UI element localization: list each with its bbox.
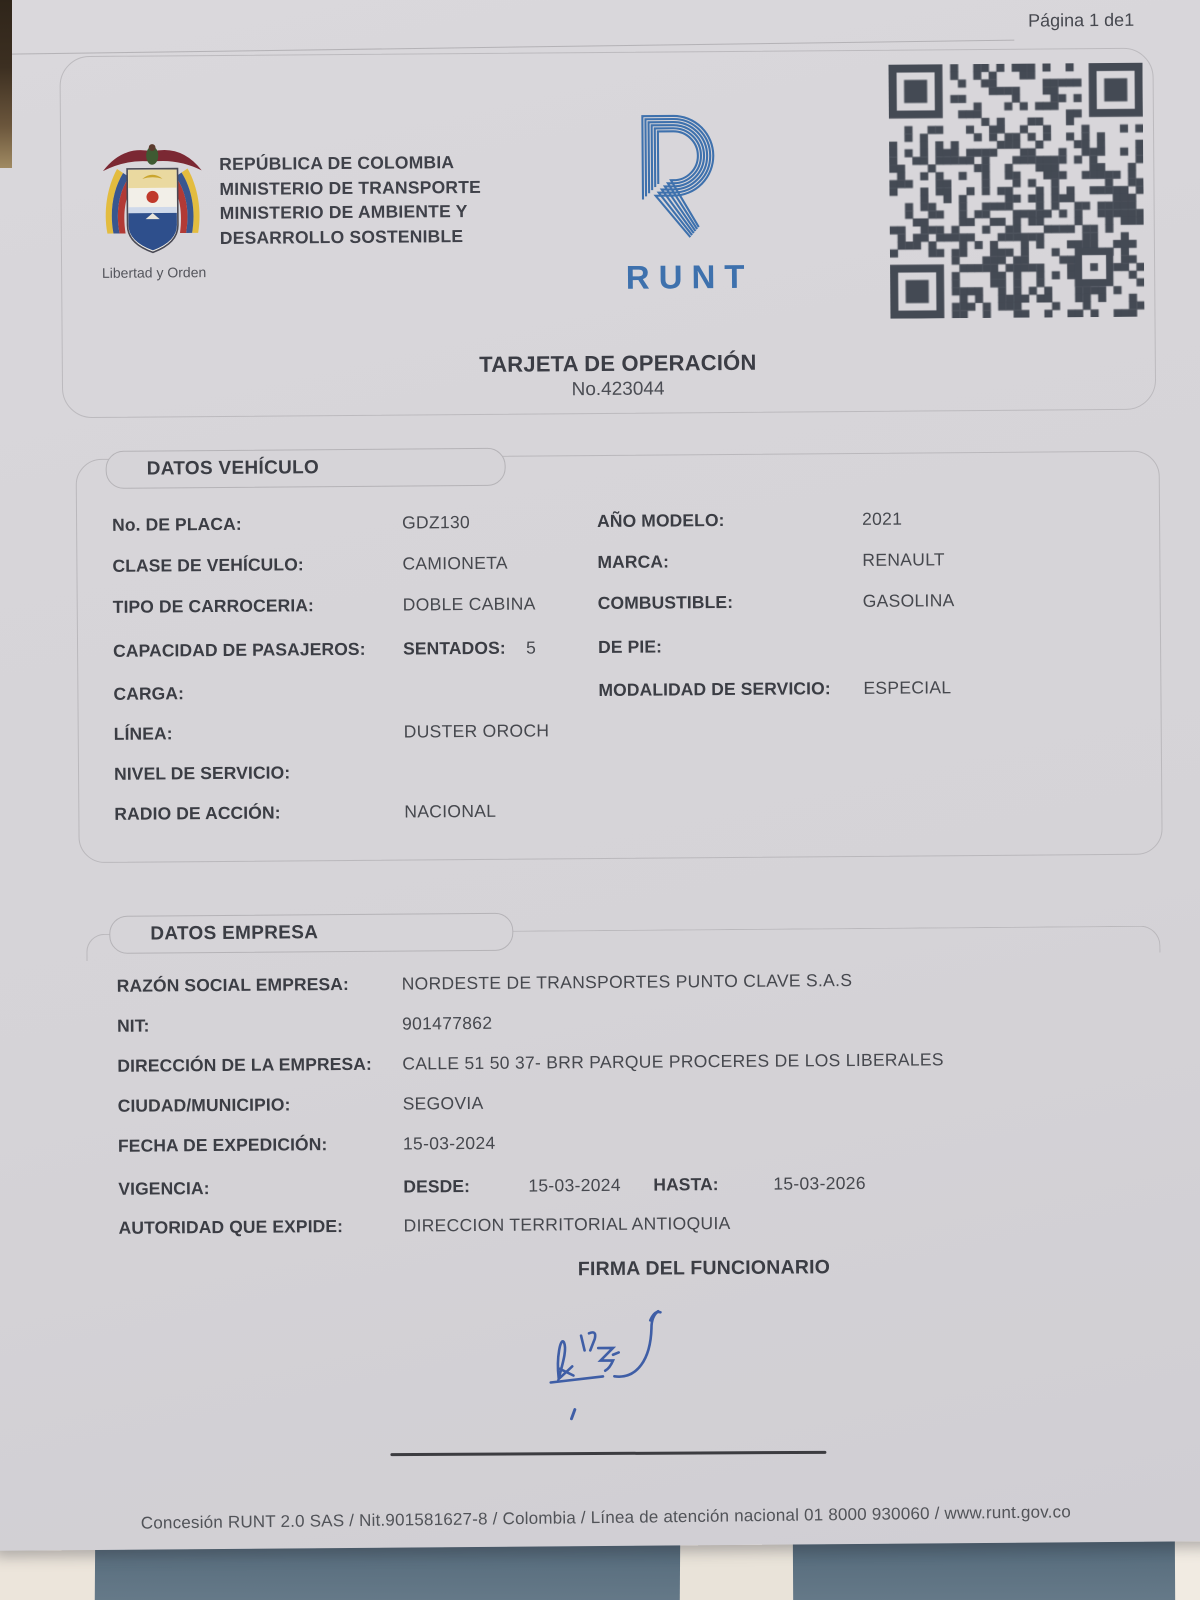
vehicle-row bbox=[77, 548, 1159, 582]
company-section-title: DATOS EMPRESA bbox=[150, 922, 319, 945]
field-label: LÍNEA: bbox=[113, 723, 173, 744]
signature-title: FIRMA DEL FUNCIONARIO bbox=[577, 1256, 831, 1281]
company-section-box bbox=[81, 926, 1165, 1494]
field-value: CALLE 51 50 37- BRR PARQUE PROCERES DE LOS LIBERALES bbox=[402, 1049, 944, 1074]
field-label: RAZÓN SOCIAL EMPRESA: bbox=[116, 973, 350, 996]
colombia-coat-of-arms-icon bbox=[93, 140, 212, 267]
field-label: RADIO DE ACCIÓN: bbox=[114, 802, 281, 824]
table-edge-strip bbox=[0, 0, 12, 168]
field-value: 15-03-2024 bbox=[528, 1174, 621, 1196]
company-row bbox=[82, 968, 1162, 1002]
field-value: 5 bbox=[525, 637, 537, 658]
page-indicator: Página 1 de1 bbox=[1027, 9, 1135, 31]
field-label: MARCA: bbox=[597, 551, 670, 573]
vehicle-row bbox=[78, 676, 1160, 710]
field-value: SEGOVIA bbox=[402, 1092, 484, 1114]
emblem-caption: Libertad y Orden bbox=[101, 264, 207, 281]
field-value: GDZ130 bbox=[402, 512, 471, 533]
field-value: RENAULT bbox=[862, 549, 945, 570]
field-value: DIRECCION TERRITORIAL ANTIOQUIA bbox=[403, 1212, 731, 1236]
vehicle-section-title: DATOS VEHÍCULO bbox=[146, 457, 320, 480]
company-row bbox=[83, 1088, 1163, 1122]
ministry-line: REPÚBLICA DE COLOMBIA bbox=[219, 152, 455, 174]
field-label: CIUDAD/MUNICIPIO: bbox=[117, 1094, 291, 1116]
field-label: TIPO DE CARROCERIA: bbox=[112, 595, 315, 617]
field-value: DOBLE CABINA bbox=[402, 593, 536, 615]
runt-wordmark: RUNT bbox=[625, 257, 754, 296]
field-value: 901477862 bbox=[401, 1012, 493, 1034]
vehicle-row bbox=[78, 589, 1160, 623]
field-label: NIVEL DE SERVICIO: bbox=[113, 762, 291, 784]
field-label: CLASE DE VEHÍCULO: bbox=[112, 554, 304, 576]
document-number: No.423044 bbox=[571, 378, 665, 401]
field-label: COMBUSTIBLE: bbox=[597, 591, 734, 614]
company-row bbox=[83, 1128, 1163, 1162]
field-value: 15-03-2026 bbox=[773, 1172, 866, 1194]
field-value: NACIONAL bbox=[404, 800, 497, 822]
company-row bbox=[84, 1210, 1164, 1244]
document-title: TARJETA DE OPERACIÓN bbox=[479, 349, 757, 377]
field-label: MODALIDAD DE SERVICIO: bbox=[598, 678, 831, 701]
field-value: DUSTER OROCH bbox=[403, 720, 550, 742]
vehicle-section-box bbox=[76, 451, 1163, 864]
ministry-line: MINISTERIO DE AMBIENTE Y bbox=[219, 201, 468, 223]
vehicle-row bbox=[79, 796, 1161, 830]
vehicle-row bbox=[78, 633, 1160, 667]
floor-left bbox=[0, 1545, 110, 1600]
field-label: AUTORIDAD QUE EXPIDE: bbox=[118, 1216, 344, 1238]
vehicle-row bbox=[79, 716, 1161, 750]
field-label: SENTADOS: bbox=[402, 637, 506, 659]
field-label: DESDE: bbox=[403, 1176, 471, 1197]
ministry-text bbox=[219, 150, 481, 250]
company-row-vigencia bbox=[83, 1171, 1163, 1205]
vehicle-section-tab bbox=[106, 448, 506, 489]
company-row bbox=[82, 1048, 1162, 1082]
signature-line bbox=[390, 1451, 826, 1456]
field-value: GASOLINA bbox=[862, 590, 955, 611]
vehicle-row bbox=[77, 507, 1159, 541]
field-label: No. DE PLACA: bbox=[112, 513, 242, 535]
ministry-line: MINISTERIO DE TRANSPORTE bbox=[219, 176, 482, 199]
field-value: 2021 bbox=[861, 508, 903, 529]
ministry-line: DESARROLLO SOSTENIBLE bbox=[219, 225, 464, 248]
field-label: CARGA: bbox=[113, 683, 185, 704]
field-label: FECHA DE EXPEDICIÓN: bbox=[117, 1134, 328, 1156]
runt-logo-icon bbox=[609, 92, 762, 265]
field-value: ESPECIAL bbox=[863, 677, 952, 698]
field-value: 15-03-2024 bbox=[402, 1132, 496, 1154]
field-value: CAMIONETA bbox=[402, 552, 508, 574]
vehicle-row bbox=[79, 756, 1161, 790]
field-label: CAPACIDAD DE PASAJEROS: bbox=[113, 638, 366, 661]
signature-icon bbox=[529, 1297, 690, 1423]
field-label: NIT: bbox=[116, 1015, 150, 1036]
field-label: VIGENCIA: bbox=[118, 1178, 210, 1199]
footer-text: Concesión RUNT 2.0 SAS / Nit.901581627-8 / Colombia / Línea de atención nacional 01 8000 930060 / www.runt.gov.co bbox=[140, 1502, 1072, 1533]
field-label: HASTA: bbox=[653, 1174, 719, 1195]
field-label: DIRECCIÓN DE LA EMPRESA: bbox=[117, 1053, 372, 1076]
qr-code-icon bbox=[889, 63, 1145, 319]
company-row bbox=[82, 1008, 1162, 1042]
header-box bbox=[59, 48, 1156, 419]
field-label: DE PIE: bbox=[597, 636, 663, 658]
field-value: NORDESTE DE TRANSPORTES PUNTO CLAVE S.A.S bbox=[401, 970, 853, 994]
field-label: AÑO MODELO: bbox=[596, 510, 725, 532]
